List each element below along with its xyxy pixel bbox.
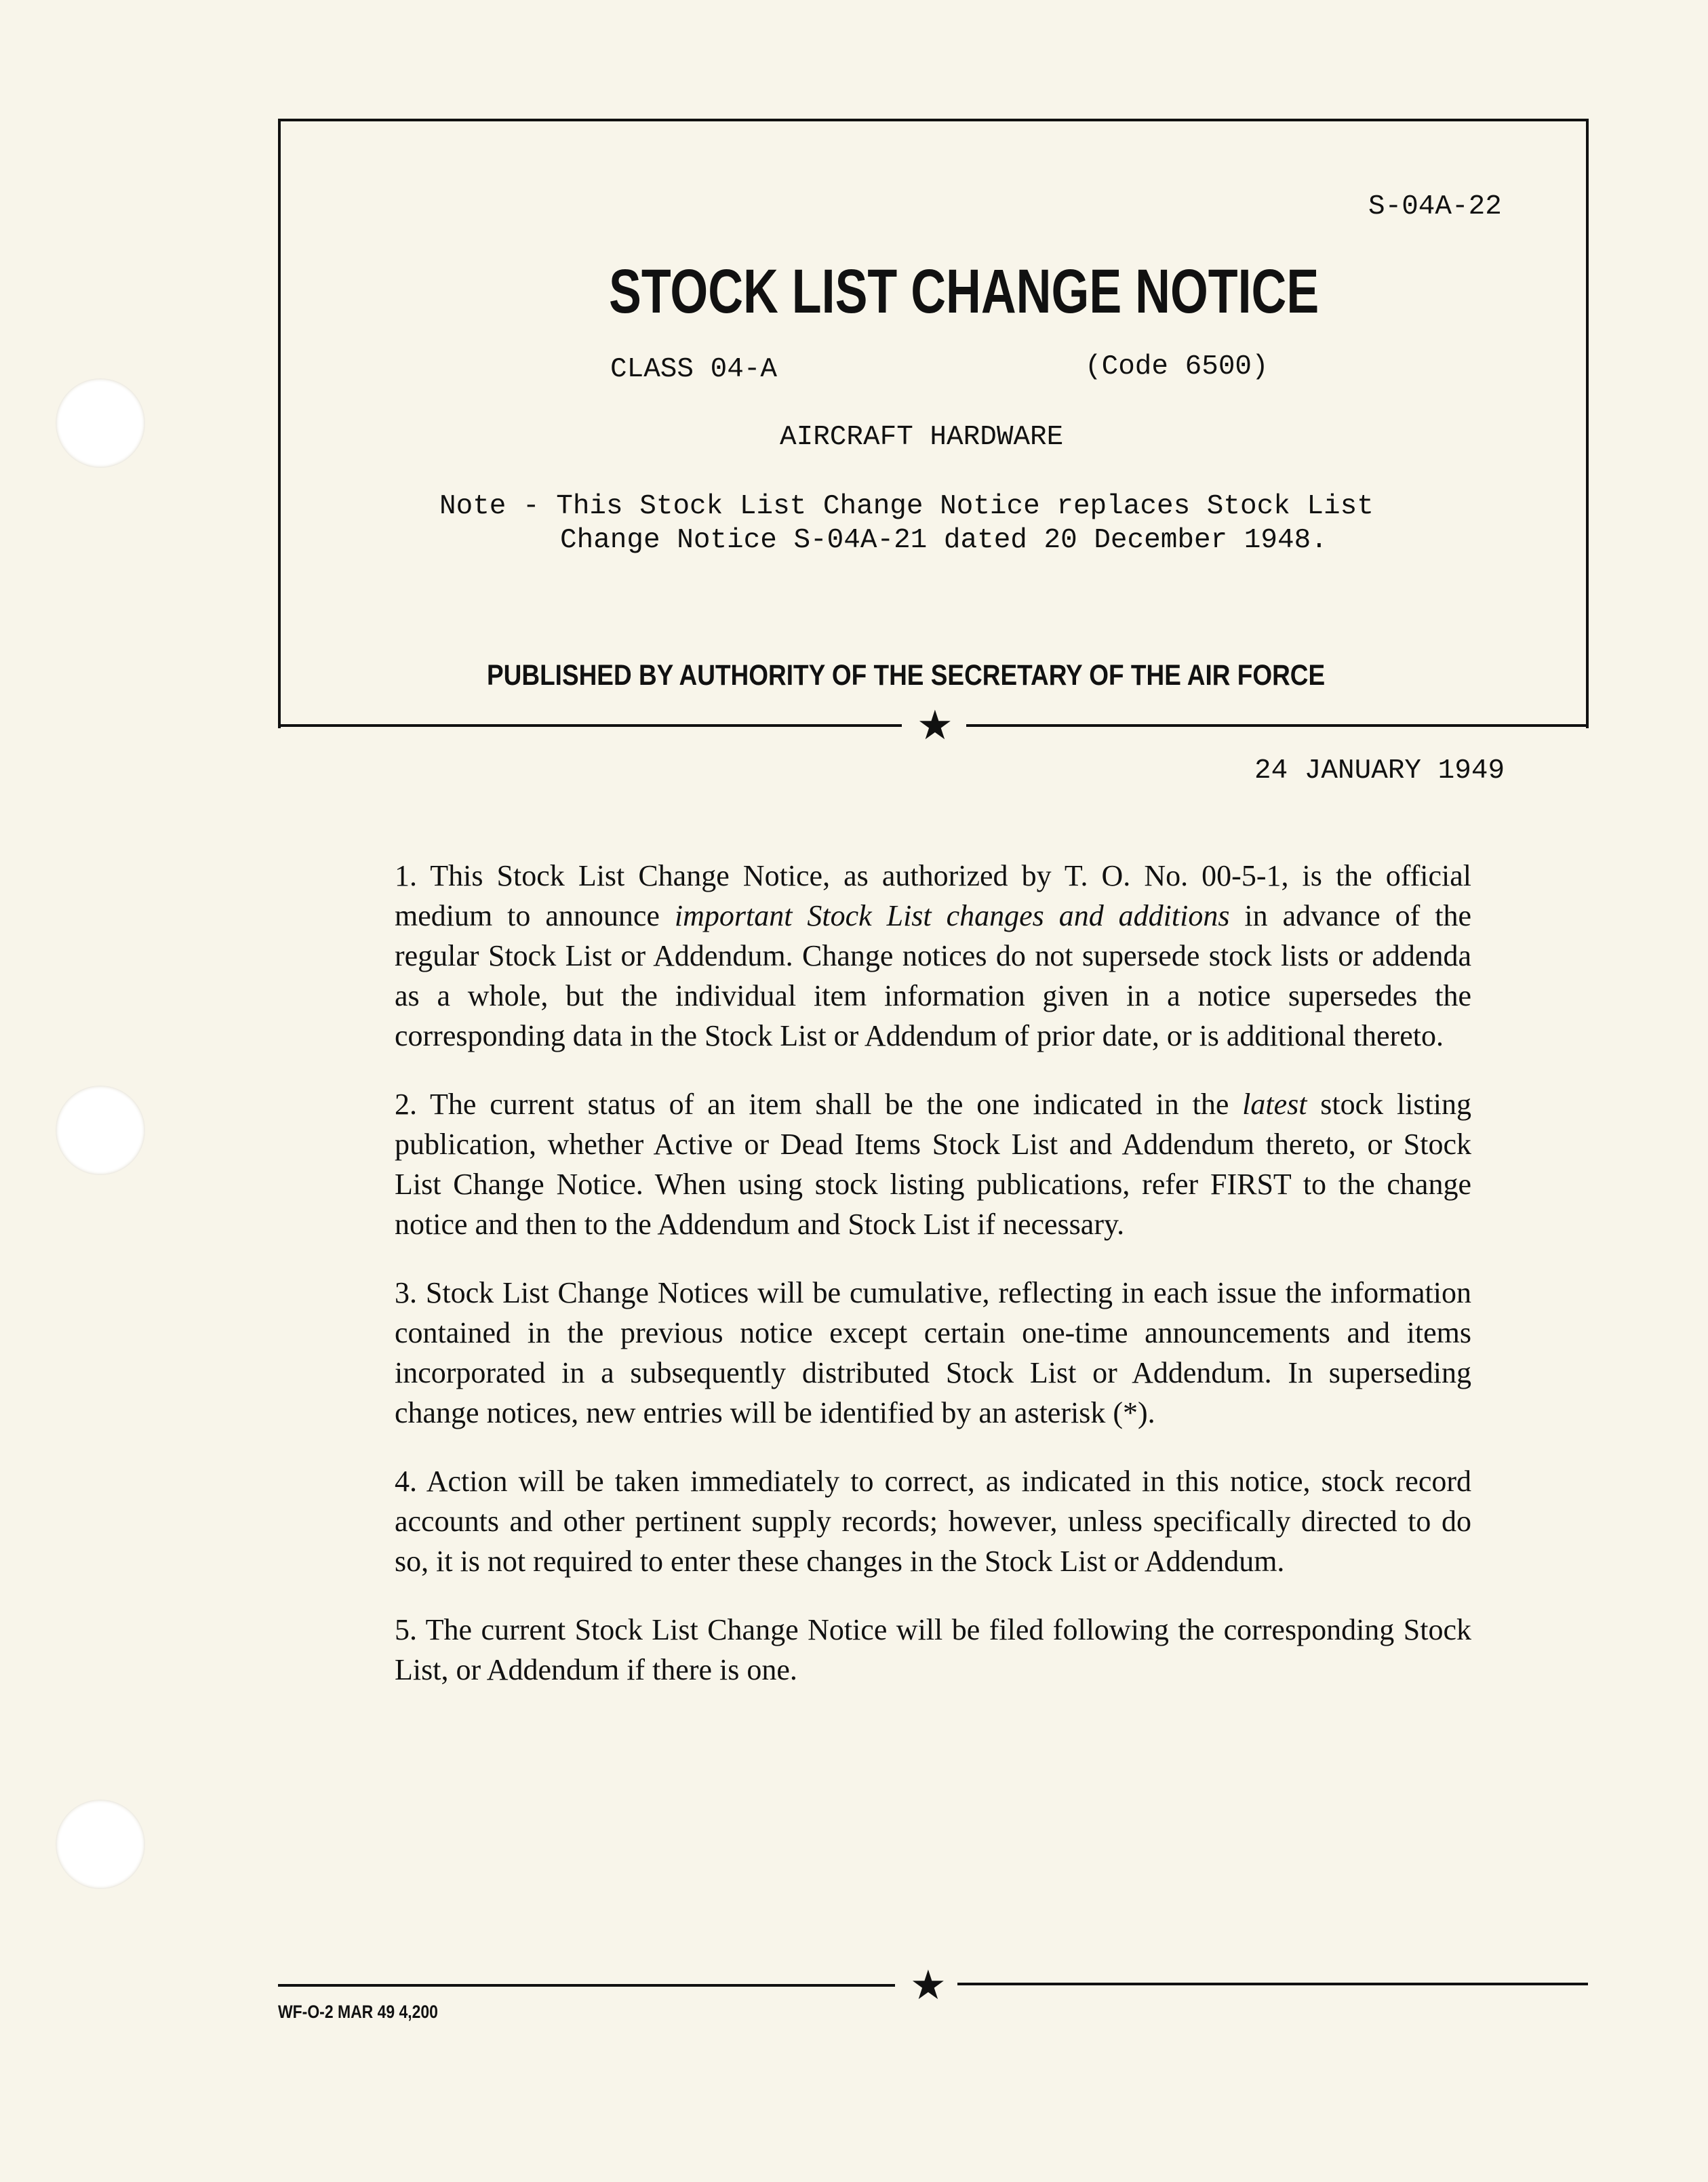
punch-hole	[56, 1086, 145, 1175]
code-label: (Code 6500)	[1085, 351, 1269, 382]
paragraph-text: stock listing publication, whether Active or Dead Items Stock List and Addendum thereto, or Stock List Change Notice. When using stock listing publications, refer FIRST to the change notice and then to the Addendum and Stock List if necessary.	[395, 1088, 1471, 1241]
paragraph-3	[395, 1273, 1471, 1433]
paragraph-text: 2. The current status of an item shall be the one indicated in the	[395, 1088, 1243, 1121]
divider	[278, 724, 902, 727]
authority-line: PUBLISHED BY AUTHORITY OF THE SECRETARY OF THE AIR FORCE	[487, 659, 1326, 692]
class-label: CLASS 04-A	[610, 354, 778, 385]
star-icon: ★	[910, 1962, 947, 2009]
paragraph-text: in advance of the regular Stock List or Addendum. Change notices do not supersede stock lists or addenda as a whole, but the individual item information given in a notice supersedes the corresponding data in the Stock List or Addendum of prior date, or is additional thereto.	[395, 899, 1471, 1052]
issue-date: 24 JANUARY 1949	[1254, 755, 1505, 787]
star-icon: ★	[917, 702, 953, 749]
paragraph-5	[395, 1610, 1471, 1690]
note-line-1: Note - This Stock List Change Notice replaces Stock List	[439, 491, 1374, 522]
subject-label: AIRCRAFT HARDWARE	[780, 422, 1064, 453]
divider	[966, 724, 1586, 727]
paragraph-text: 3. Stock List Change Notices will be cumulative, reflecting in each issue the information contained in the previous notice except certain one-time announcements and items incorporated in a subsequently distributed Stock List or Addendum. In superseding change notices, new entries will be identified by an asterisk (*).	[395, 1276, 1471, 1429]
page-title: STOCK LIST CHANGE NOTICE	[609, 257, 1319, 326]
footer-divider	[957, 1983, 1588, 1985]
emphasis: important Stock List changes and additions	[674, 899, 1230, 932]
paragraph-1	[395, 856, 1471, 1056]
paragraph-2	[395, 1084, 1471, 1244]
paragraph-text: 1. This Stock List Change Notice, as authorized by T. O. No. 00-5-1, is the official medium to announce	[395, 859, 1471, 932]
print-imprint: WF-O-2 MAR 49 4,200	[278, 2002, 438, 2022]
paragraph-text: 4. Action will be taken immediately to correct, as indicated in this notice, stock record accounts and other pertinent supply records; however, unless specifically directed to do so, it is not required to enter these changes in the Stock List or Addendum.	[395, 1465, 1471, 1578]
body-text	[395, 856, 1471, 1718]
footer-divider	[278, 1984, 895, 1987]
punch-hole	[56, 1800, 145, 1889]
emphasis: latest	[1242, 1088, 1307, 1121]
note-line-2: Change Notice S-04A-21 dated 20 December 1948.	[560, 525, 1328, 556]
punch-hole	[56, 378, 145, 468]
paragraph-4	[395, 1461, 1471, 1581]
paragraph-text: 5. The current Stock List Change Notice will be filed following the corresponding Stock List, or Addendum if there is one.	[395, 1613, 1471, 1686]
document-number: S-04A-22	[1368, 191, 1502, 222]
